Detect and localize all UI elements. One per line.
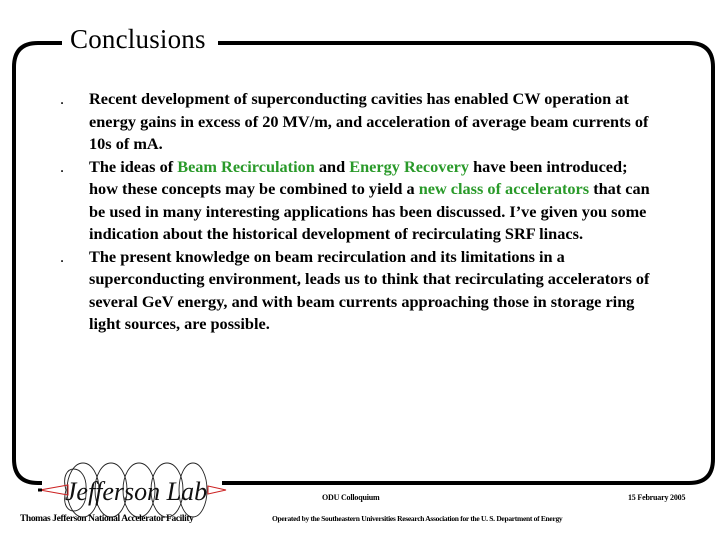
bullet-text: The present knowledge on beam recirculation and its limitations in a superconducting environment, leads us to think that recirculating accelerators of several GeV energy, and with beam currents approaching those in storage ring light sources, are possible. bbox=[89, 246, 650, 333]
bullet-marker: . bbox=[60, 89, 65, 108]
bullet-text: have been introduced; how these concepts may be combined to yield a bbox=[89, 156, 628, 198]
bullet-list bbox=[58, 88, 658, 336]
slide-title: Conclusions bbox=[66, 22, 210, 56]
highlight-beam-recirculation: Beam Recirculation bbox=[177, 156, 315, 176]
bullet-item bbox=[58, 88, 658, 156]
highlight-energy-recovery: Energy Recovery bbox=[349, 156, 470, 176]
bullet-text: and bbox=[314, 156, 350, 176]
bullet-text: The ideas of bbox=[89, 156, 178, 176]
footer-operated-by: Operated by the Southeastern Universities Research Association for the U. S. Department of Energy bbox=[272, 514, 563, 523]
bullet-text: that can be used in many interesting applications has been discussed. I’ve given you some indication about the historical development of recirculating SRF linacs. bbox=[89, 179, 650, 243]
cavity-logo-icon bbox=[38, 458, 228, 522]
footer-talk-title: ODU Colloquium bbox=[322, 493, 380, 502]
bullet-item bbox=[58, 156, 658, 246]
bullet-marker: . bbox=[60, 246, 65, 266]
bullet-marker: . bbox=[60, 156, 65, 176]
bullet-item bbox=[58, 246, 658, 336]
logo-text: Jefferson Lab bbox=[64, 477, 208, 506]
jefferson-lab-logo bbox=[38, 458, 228, 522]
footer-date: 15 February 2005 bbox=[628, 493, 686, 502]
highlight-new-class: new class of accelerators bbox=[418, 179, 590, 198]
footer-lab-name: Thomas Jefferson National Accelerator Facility bbox=[20, 514, 194, 524]
bullet-text: Recent development of superconducting cavities has enabled CW operation at energy gains in excess of 20 MV/m, and acceleration of average beam currents of 10s of mA. bbox=[89, 89, 649, 153]
